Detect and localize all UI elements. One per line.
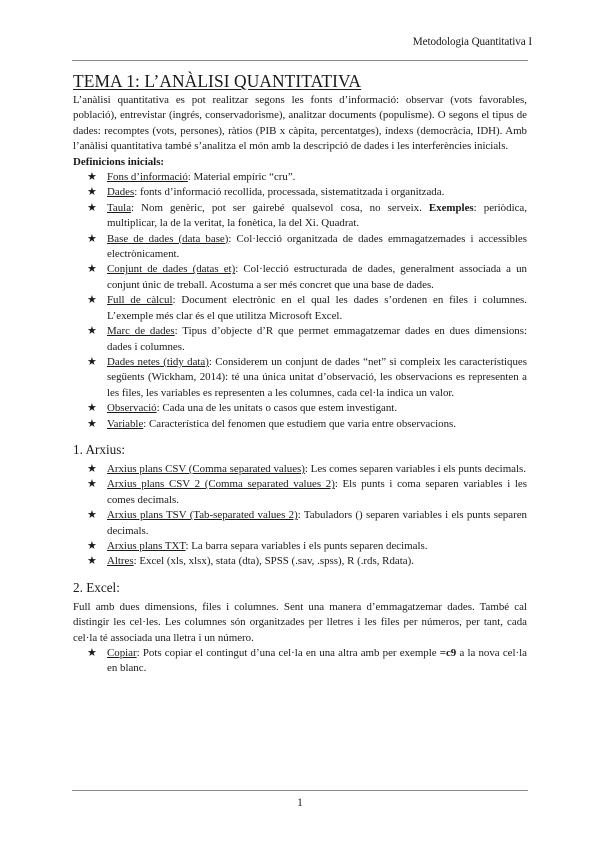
page-number: 1: [297, 797, 303, 809]
list-item: [73, 462, 527, 477]
item-text: : Material empíric “cru”.: [187, 171, 296, 184]
star-bullet-icon: ★: [87, 539, 97, 552]
star-bullet-icon: ★: [87, 478, 97, 491]
list-item: [73, 401, 527, 416]
list-item: [73, 417, 527, 432]
item-text: : Col·lecció estructurada de dades, generalment associada a un conjunt únic de treball. Acostuma a ser més concret que una base de dades.: [107, 263, 527, 291]
list-item: [73, 508, 527, 539]
list-item: [73, 554, 527, 569]
star-bullet-icon: ★: [87, 417, 97, 430]
star-bullet-icon: ★: [87, 186, 97, 199]
star-bullet-icon: ★: [87, 402, 97, 415]
item-text: : Considerem un conjunt de dades “net” si compleix les característiques següents (Wickham, 2014): té una única unitat d’observació, les observacions es representen a les files, les variables es representen a les columnes, cada cel·la indica un valor.: [107, 355, 527, 399]
item-text-continued: : periòdica, multiplicar, la de la veritat, la fonètica, la del Xi. Quadrat.: [107, 201, 527, 230]
list-item: [73, 201, 527, 232]
item-term: Variable: [107, 417, 144, 430]
list-item: [73, 185, 527, 200]
star-bullet-icon: ★: [87, 294, 97, 307]
item-text: : Tabuladors () separen variables i els punts separen decimals.: [107, 509, 527, 537]
page-title: TEMA 1: L’ANÀLISI QUANTITATIVA: [73, 71, 362, 91]
item-text: : Les comes separen variables i els punts decimals.: [304, 462, 526, 475]
star-bullet-icon: ★: [87, 201, 97, 214]
star-bullet-icon: ★: [87, 647, 97, 659]
item-text: : fonts d’informació recollida, processada, sistematitzada i organitzada.: [134, 186, 445, 199]
item-text: : Pots copiar el contingut d’una cel·la en una altra amb per exemple: [136, 647, 440, 659]
excel-paragraph: Full amb dues dimensions, files i columnes. Sent una manera d’emmagatzemar dades. També cal distingir les cel·les. Les columnes són organitzades per lletres i les files per números, per tant, cada cel·la té associada una lletra i un número.: [73, 600, 527, 644]
star-bullet-icon: ★: [87, 355, 97, 368]
item-text: : Tipus d’objecte d’R que permet emmagatzemar dades en dues dimensions: dades i columnes.: [107, 325, 528, 353]
intro-paragraph: L’anàlisi quantitativa es pot realitzar segons les fonts d’informació: observar (vots favorables, població), entrevistar (ingrés, conservadorisme), analitzar documents (populisme). O segons el tipus de dades: recomptes (vots, persones), ràtios (PIB x càpita, percentatges), índexs (democràcia, IDH). Amb l’anàlisi quantitativa també s’analitza el món amb la descripció de dades i les interferències inicials.: [73, 94, 527, 153]
footer-divider: [72, 790, 528, 791]
item-term: Marc de dades: [107, 325, 175, 338]
item-emphasis: Exemples: [428, 201, 474, 214]
item-text: : Document electrònic en el qual les dades s’ordenen en files i columnes. L’exemple més clar és el que utilitza Microsoft Excel.: [107, 294, 528, 322]
item-text-continued: a la nova cel·la en blanc.: [107, 647, 527, 675]
list-item: [73, 539, 527, 554]
item-emphasis: =c9: [439, 647, 457, 659]
list-item: [73, 355, 527, 401]
item-text: : Col·lecció organitzada de dades emmagatzemades i accessibles electrònicament.: [107, 232, 527, 261]
item-term: Dades netes (tidy data): [107, 355, 209, 368]
list-item: [73, 293, 527, 324]
item-term: Altres: [107, 555, 134, 568]
page-content: [73, 70, 527, 677]
item-term: Arxius plans TXT: [107, 539, 186, 552]
star-bullet-icon: ★: [87, 325, 97, 338]
item-term: Observació: [107, 402, 157, 415]
list-item: [73, 324, 527, 355]
item-text: : Nom genèric, pot ser gairebé qualsevol cosa, no serveix.: [131, 201, 429, 214]
item-text: : Excel (xls, xlsx), stata (dta), SPSS (.sav, .spss), R (.rds, Rdata).: [133, 555, 414, 568]
star-bullet-icon: ★: [87, 509, 97, 522]
list-item: [73, 646, 527, 677]
item-term: Taula: [107, 201, 132, 214]
item-term: Dades: [107, 186, 135, 199]
item-term: Copiar: [107, 647, 137, 659]
item-term: Arxius plans CSV 2 (Comma separated values 2): [107, 478, 335, 491]
item-term: Conjunt de dades (datas et): [107, 263, 236, 276]
item-term: Base de dades (data base): [107, 232, 229, 245]
item-term: Fons d’informació: [107, 171, 188, 184]
star-bullet-icon: ★: [87, 263, 97, 276]
item-term: Full de càlcul: [107, 294, 173, 307]
star-bullet-icon: ★: [87, 171, 97, 184]
list-item: [73, 170, 527, 185]
item-text: : Característica del fenomen que estudiem que varia entre observacions.: [143, 417, 456, 430]
list-item: [73, 232, 527, 263]
running-header: Metodologia Quantitativa I: [412, 36, 532, 48]
star-bullet-icon: ★: [87, 555, 97, 568]
section-heading-excel: 2. Excel:: [73, 579, 120, 595]
item-term: Arxius plans TSV (Tab-separated values 2): [107, 509, 298, 522]
list-item: [73, 477, 527, 508]
item-text: : Cada una de les unitats o casos que estem investigant.: [156, 402, 398, 415]
definitions-heading: Definicions inicials:: [73, 155, 165, 168]
star-bullet-icon: ★: [87, 462, 97, 475]
item-text: : La barra separa variables i els punts separen decimals.: [185, 539, 428, 552]
header-divider: [72, 60, 528, 61]
list-item: [73, 262, 527, 293]
section-heading-arxius: 1. Arxius:: [73, 441, 126, 457]
arxius-list: [73, 462, 527, 570]
item-text: : Els punts i coma separen variables i les comes decimals.: [107, 478, 527, 506]
excel-list: [73, 646, 527, 677]
star-bullet-icon: ★: [87, 232, 97, 245]
item-term: Arxius plans CSV (Comma separated values): [107, 462, 305, 475]
definitions-list: [73, 170, 527, 432]
